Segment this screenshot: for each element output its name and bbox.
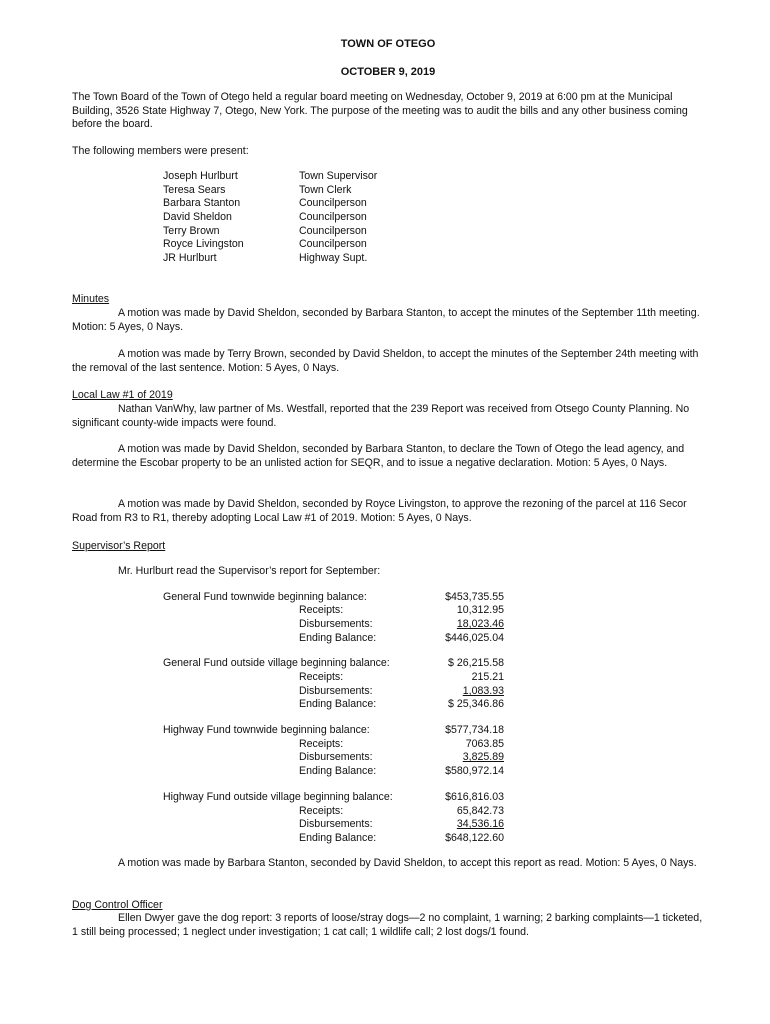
minutes-heading: Minutes [72,293,110,305]
fund-ending-balance: $446,025.04 [445,632,504,644]
ending-balance-label: Ending Balance: [299,832,377,844]
fund-receipts: 10,312.95 [456,604,504,616]
member-name: JR Hurlburt [163,252,217,264]
fund-receipts: 215.21 [471,671,504,683]
intro-paragraph: The Town Board of the Town of Otego held a regular board meeting on Wednesday, October 9, 2019 at 6:00 pm at the Municipal Building, 3526 State Highway 7, Otego, New York. The purpose of the meeting was to audit the bills and any other business coming before the board. [72,91,688,131]
member-role: Councilperson [299,211,367,223]
fund-receipts: 7063.85 [465,738,504,750]
supervisor-report-intro: Mr. Hurlburt read the Supervisor’s report for September: [118,565,381,577]
dog-control-paragraph: Ellen Dwyer gave the dog report: 3 reports of loose/stray dogs—2 no complaint, 1 warning; 2 barking complaints—1 ticketed, 1 still being processed; 1 neglect under investigation; 1 cat call; 1 wildlife call; 2 lost dogs/1 found. [72,912,703,938]
member-role: Highway Supt. [299,252,368,264]
member-role: Town Clerk [299,184,352,196]
member-name: Terry Brown [163,225,220,237]
fund-disbursements-value: 3,825.89 [462,751,504,763]
fund-disbursements-value: 18,023.46 [456,618,504,630]
receipts-label: Receipts: [299,671,344,683]
fund-disbursements [384,818,504,830]
fund-ending-balance: $ 25,346.86 [448,698,504,710]
fund-ending-balance: $580,972.14 [445,765,504,777]
fund-disbursements-value: 34,536.16 [456,818,504,830]
disbursements-label: Disbursements: [299,618,373,630]
member-name: Royce Livingston [163,238,244,250]
ending-balance-label: Ending Balance: [299,698,377,710]
disbursements-label: Disbursements: [299,751,373,763]
local-law-heading: Local Law #1 of 2019 [72,389,173,401]
local-law-paragraph-3: A motion was made by David Sheldon, seconded by Royce Livingston, to approve the rezoning of the parcel at 116 Secor Road from R3 to R1, thereby adopting Local Law #1 of 2019. Motion: 5 Ayes, 0 Nays. [72,498,687,524]
disbursements-label: Disbursements: [299,685,373,697]
fund-title: General Fund outside village beginning balance: [163,657,390,669]
fund-beginning-balance: $577,734.18 [445,724,504,736]
fund-disbursements [384,618,504,630]
member-role: Councilperson [299,197,367,209]
fund-beginning-balance: $616,816.03 [445,791,504,803]
member-role: Councilperson [299,238,367,250]
fund-title: Highway Fund outside village beginning balance: [163,791,393,803]
supervisor-report-motion: A motion was made by Barbara Stanton, seconded by David Sheldon, to accept this report as read. Motion: 5 Ayes, 0 Nays. [118,857,697,869]
receipts-label: Receipts: [299,738,344,750]
present-line: The following members were present: [72,145,249,157]
ending-balance-label: Ending Balance: [299,765,377,777]
member-role: Councilperson [299,225,367,237]
disbursements-label: Disbursements: [299,818,373,830]
fund-disbursements-value: 1,083.93 [462,685,504,697]
dog-control-heading: Dog Control Officer [72,899,163,911]
member-role: Town Supervisor [299,170,378,182]
fund-receipts: 65,842.73 [456,805,504,817]
fund-title: General Fund townwide beginning balance: [163,591,367,603]
fund-beginning-balance: $ 26,215.58 [448,657,504,669]
fund-disbursements [384,685,504,697]
fund-ending-balance: $648,122.60 [445,832,504,844]
member-name: Barbara Stanton [163,197,241,209]
member-name: David Sheldon [163,211,232,223]
receipts-label: Receipts: [299,604,344,616]
member-name: Teresa Sears [163,184,226,196]
document-title: TOWN OF OTEGO [340,38,436,50]
member-name: Joseph Hurlburt [163,170,238,182]
fund-beginning-balance: $453,735.55 [445,591,504,603]
local-law-paragraph-2: A motion was made by David Sheldon, seconded by Barbara Stanton, to declare the Town of Otego the lead agency, and determine the Escobar property to be an unlisted action for SEQR, and to issue a negative declaration. Motion: 5 Ayes, 0 Nays. [72,443,685,469]
fund-disbursements [384,751,504,763]
receipts-label: Receipts: [299,805,344,817]
local-law-paragraph-1: Nathan VanWhy, law partner of Ms. Westfall, reported that the 239 Report was received from Otsego County Planning. No significant county-wide impacts were found. [72,403,690,429]
document-date: OCTOBER 9, 2019 [340,66,436,78]
fund-title: Highway Fund townwide beginning balance: [163,724,370,736]
supervisor-report-heading: Supervisor’s Report [72,540,166,552]
minutes-paragraph-1: A motion was made by David Sheldon, seconded by Barbara Stanton, to accept the minutes of the September 11th meeting. Motion: 5 Ayes, 0 Nays. [72,307,700,333]
ending-balance-label: Ending Balance: [299,632,377,644]
minutes-paragraph-2: A motion was made by Terry Brown, seconded by David Sheldon, to accept the minutes of the September 24th meeting with the removal of the last sentence. Motion: 5 Ayes, 0 Nays. [72,348,699,374]
